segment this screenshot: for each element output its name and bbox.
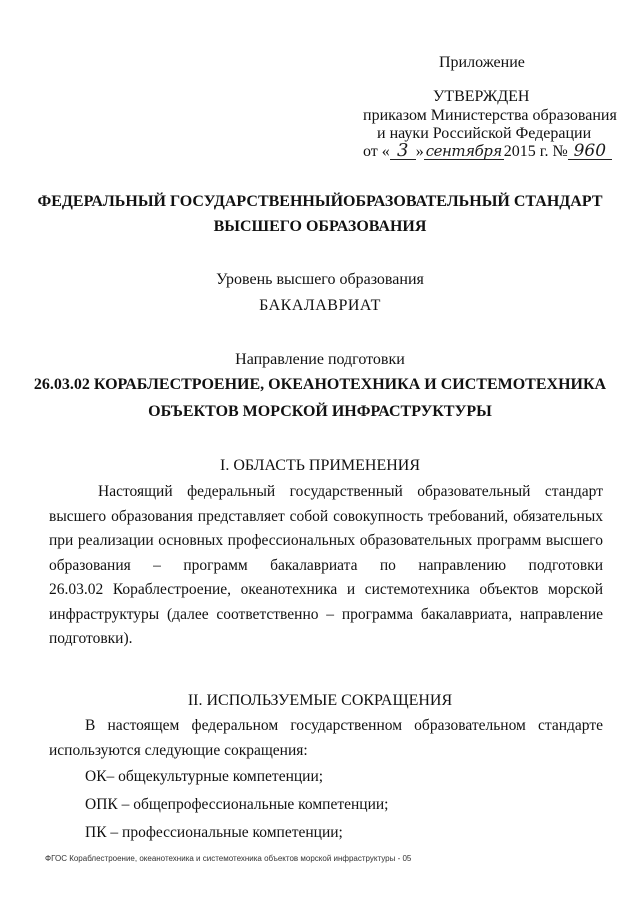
- paragraph-line: инфраструктуры (далее соответственно – программа бакалавриата, направление: [49, 605, 603, 623]
- abbreviation-item: ОК– общекультурные компетенции;: [85, 768, 324, 785]
- appendix-label: Приложение: [439, 54, 525, 71]
- section-1-heading: I. ОБЛАСТЬ ПРИМЕНЕНИЯ: [219, 457, 421, 474]
- paragraph-line: подготовки).: [49, 630, 133, 647]
- order-line-1: приказом Министерства образования: [363, 107, 617, 124]
- paragraph-line: высшего образования представляет собой совокупность требований, обязательных: [49, 507, 603, 525]
- handwritten-month: сентября: [425, 142, 502, 160]
- date-year: 2015 г. №: [503, 143, 568, 160]
- date-mid: »: [415, 143, 424, 160]
- education-level-value: БАКАЛАВРИАТ: [259, 297, 381, 314]
- handwritten-day: 3: [390, 143, 416, 160]
- direction-title-line-2: ОБЪЕКТОВ МОРСКОЙ ИНФРАСТРУКТУРЫ: [148, 403, 492, 420]
- abbreviation-item: ОПК – общепрофессиональные компетенции;: [85, 796, 389, 813]
- order-date-line: [363, 140, 612, 161]
- section-2-paragraph: [49, 714, 603, 763]
- paragraph-line: используются следующие сокращения:: [49, 741, 308, 759]
- direction-title-line-1: 26.03.02 КОРАБЛЕСТРОЕНИЕ, ОКЕАНОТЕХНИКА И СИСТЕМОТЕХНИКА: [33, 376, 607, 393]
- section-1-paragraph: [49, 480, 603, 652]
- order-line-2: и науки Российской Федерации: [377, 125, 592, 142]
- education-level-label: Уровень высшего образования: [216, 271, 424, 288]
- paragraph-line: при реализации основных профессиональных образовательных программ высшего: [49, 532, 603, 549]
- paragraph-line: Настоящий федеральный государственный образовательный стандарт: [98, 483, 603, 500]
- paragraph-line: образования – программ бакалавриата по направлению подготовки: [49, 556, 603, 574]
- document-title-line-1: ФЕДЕРАЛЬНЫЙ ГОСУДАРСТВЕННЫЙОБРАЗОВАТЕЛЬНЫЙ СТАНДАРТ: [37, 193, 603, 210]
- approved-label: УТВЕРЖДЕН: [433, 88, 530, 105]
- direction-label: Направление подготовки: [235, 351, 405, 368]
- paragraph-line: 26.03.02 Кораблестроение, океанотехника и системотехника объектов морской: [49, 581, 603, 598]
- handwritten-order-number: 960: [568, 143, 612, 160]
- page-footer: ФГОС Кораблестроение, океанотехника и системотехника объектов морской инфраструктуры - 05: [45, 854, 412, 863]
- abbreviation-item: ПК – профессиональные компетенции;: [85, 824, 343, 841]
- date-prefix: от «: [363, 143, 390, 160]
- document-title-line-2: ВЫСШЕГО ОБРАЗОВАНИЯ: [213, 218, 427, 235]
- paragraph-line: В настоящем федеральном государственном образовательном стандарте: [85, 717, 603, 734]
- section-2-heading: II. ИСПОЛЬЗУЕМЫЕ СОКРАЩЕНИЯ: [187, 692, 453, 709]
